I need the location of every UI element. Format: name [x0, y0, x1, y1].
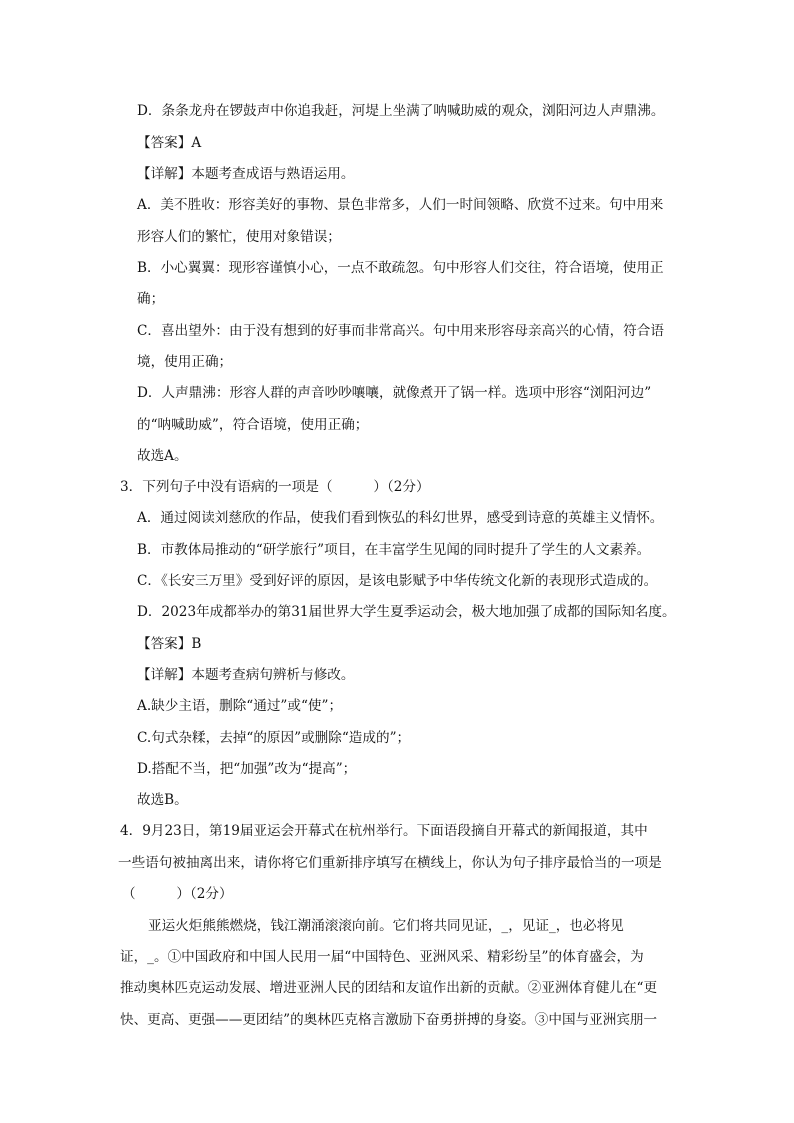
question-3-option-c: C．《长安三万里》受到好评的原因，是该电影赋予中华传统文化新的表现形式造成的。 [137, 573, 658, 589]
question-4-stem: （ ）（2分） [122, 886, 233, 902]
question-3-option-a: A．通过阅读刘慈欣的作品，使我们看到恢弘的科幻世界，感受到诗意的英雄主义情怀。 [137, 510, 664, 526]
explanation-conclusion: 故选A。 [137, 448, 188, 464]
question-3-option-d: D．2023年成都举办的第31届世界大学生夏季运动会，极大地加强了成都的国际知名度。 [137, 604, 676, 620]
explanation-line: A．美不胜收：形容美好的事物、景色非常多，人们一时间领略、欣赏不过来。句中用来 [137, 197, 664, 213]
explanation-line: 的“呐喊助威”，符合语境，使用正确； [137, 417, 369, 433]
explanation-heading: 【详解】本题考查病句辨析与修改。 [137, 667, 355, 683]
explanation-conclusion: 故选B。 [137, 792, 188, 808]
explanation-line: C．喜出望外：由于没有想到的好事而非常高兴。句中用来形容母亲高兴的心情，符合语 [137, 323, 664, 339]
question-4-stem: 一些语句被抽离出来，请你将它们重新排序填写在横线上，你认为句子排序最恰当的一项是 [118, 855, 662, 871]
question-2-option-d: D．条条龙舟在锣鼓声中你追我赶，河堤上坐满了呐喊助威的观众，浏阳河边人声鼎沸。 [137, 103, 665, 119]
answer-label: 【答案】A [137, 135, 202, 151]
explanation-line: C.句式杂糅，去掉“的原因”或删除“造成的”； [137, 730, 411, 746]
question-4-stem: 4．9月23日，第19届亚运会开幕式在杭州举行。下面语段摘自开幕式的新闻报道，其中 [120, 823, 648, 839]
explanation-line: 确； [137, 291, 165, 307]
passage-line: 快、更高、更强——更团结”的奥林匹克格言激励下奋勇拼搏的身姿。③中国与亚洲宾朋一 [120, 1012, 658, 1028]
explanation-line: B．小心翼翼：现形容谨慎小心，一点不敢疏忽。句中形容人们交往，符合语境，使用正 [137, 260, 664, 276]
explanation-line: 境，使用正确； [137, 354, 233, 370]
passage-line: 亚运火炬熊熊燃烧，钱江潮涌滚滚向前。它们将共同见证，_，见证_，也必将见 [148, 918, 624, 934]
explanation-line: A.缺少主语，删除“通过”或“使”； [137, 698, 343, 714]
question-3-stem: 3．下列句子中没有语病的一项是（ ）（2分） [120, 479, 430, 495]
answer-label: 【答案】B [137, 636, 202, 652]
question-3-option-b: B．市教体局推动的“研学旅行”项目，在丰富学生见闻的同时提升了学生的人文素养。 [137, 542, 651, 558]
explanation-heading: 【详解】本题考查成语与熟语运用。 [137, 166, 355, 182]
explanation-line: D.搭配不当，把“加强”改为“提高”； [137, 761, 357, 777]
explanation-line: 形容人们的繁忙，使用对象错误； [137, 229, 341, 245]
passage-line: 证，_。①中国政府和中国人民用一届“中国特色、亚洲风采、精彩纷呈”的体育盛会，为 [120, 949, 644, 965]
passage-line: 推动奥林匹克运动发展、增进亚洲人民的团结和友谊作出新的贡献。②亚洲体育健儿在“更 [120, 980, 658, 996]
explanation-line: D．人声鼎沸：形容人群的声音吵吵嚷嚷，就像煮开了锅一样。选项中形容“浏阳河边” [137, 385, 652, 401]
